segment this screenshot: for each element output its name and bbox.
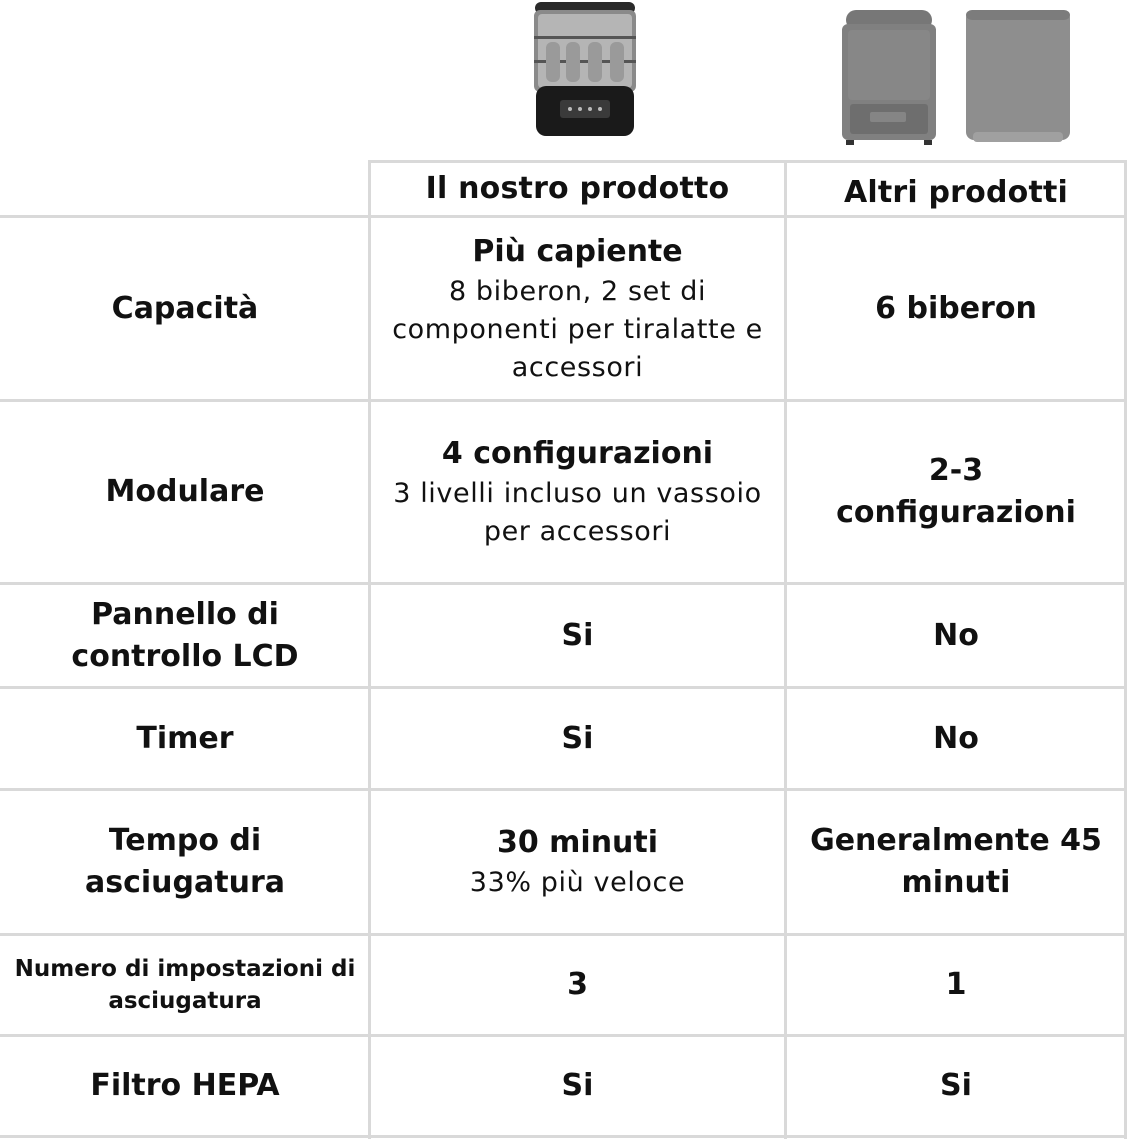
our-timer: Si [561, 720, 594, 756]
row-label-drying-settings: Numero di impostazioni di asciugatura [14, 956, 356, 1014]
row-label-lcd-panel: Pannello di controllo LCD [71, 596, 299, 674]
our-drying-time-cell [370, 791, 785, 933]
product-sterilizer-other-image [840, 8, 938, 146]
other-drying-settings: 1 [945, 967, 967, 1002]
row-label-modular: Modulare [105, 474, 265, 509]
our-modular-detail: 3 livelli incluso un vassoio per accessori [393, 478, 762, 547]
other-lcd-panel: No [933, 617, 979, 653]
row-label-drying-time: Tempo di asciugatura [85, 823, 285, 900]
our-capacity-detail: 8 biberon, 2 set di componenti per tiralatte e accessori [392, 275, 763, 383]
product-sterilizer-other-2-image [963, 8, 1073, 146]
other-hepa-filter: Si [940, 1068, 972, 1103]
our-drying-settings: 3 [567, 967, 588, 1002]
row-label-timer: Timer [136, 720, 234, 756]
our-capacity-cell [370, 218, 785, 399]
our-modular-cell [370, 402, 785, 582]
header-other-products: Altri prodotti [843, 175, 1069, 210]
header-our-product: Il nostro prodotto [425, 171, 730, 206]
our-capacity-main: Più capiente [472, 233, 683, 269]
product-sterilizer-ours-image [530, 0, 640, 140]
other-capacity: 6 biberon [875, 290, 1037, 326]
other-timer: No [933, 720, 979, 756]
row-label-hepa-filter: Filtro HEPA [90, 1068, 280, 1103]
grid-line [0, 1135, 1127, 1138]
our-modular-main: 4 configurazioni [441, 436, 714, 471]
our-drying-time-main: 30 minuti [496, 825, 659, 860]
our-hepa-filter: Si [561, 1068, 594, 1103]
our-lcd-panel: Si [561, 617, 594, 653]
row-label-capacity: Capacità [111, 290, 259, 326]
other-drying-time: Generalmente 45 minuti [810, 823, 1102, 900]
our-drying-time-detail: 33% più veloce [469, 867, 686, 898]
other-modular: 2-3 configurazioni [836, 453, 1076, 530]
